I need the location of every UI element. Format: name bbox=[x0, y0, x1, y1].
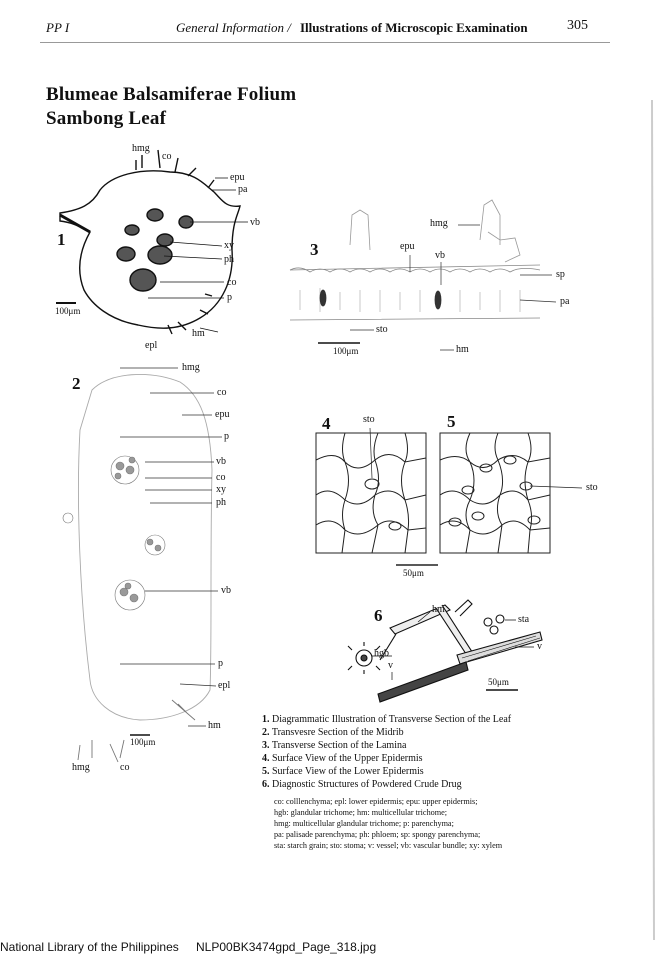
fig1-vascular-bundle bbox=[130, 269, 156, 291]
fig1-scale-label: 100μm bbox=[55, 306, 81, 316]
fig1-label-epl: epl bbox=[145, 340, 158, 351]
fig1-label-hmg: hmg bbox=[132, 143, 150, 154]
fig2-label-hmg-bottom: hmg bbox=[72, 762, 90, 773]
fig3-label-sto: sto bbox=[376, 324, 388, 335]
caption-item: 2. Transvesre Section of the Midrib bbox=[262, 727, 404, 738]
abbreviation-line: hgb: glandular trichome; hm: multicellular trichome; bbox=[274, 808, 448, 817]
fig1-label-vb: vb bbox=[250, 217, 260, 228]
caption-item: 1. Diagrammatic Illustration of Transverse Section of the Leaf bbox=[262, 714, 512, 725]
fig2-label-epl: epl bbox=[218, 680, 231, 691]
header-section: General Information / bbox=[176, 20, 291, 35]
fig1-vascular-bundle bbox=[117, 247, 135, 261]
caption-item: 6. Diagnostic Structures of Powdered Crude Drug bbox=[262, 779, 462, 790]
fig2-label-ph: ph bbox=[216, 497, 226, 508]
fig1-vascular-bundle bbox=[157, 234, 173, 246]
fig1-vascular-bundle bbox=[147, 209, 163, 221]
footer-filename: NLP00BK3474gpd_Page_318.jpg bbox=[196, 940, 377, 954]
fig6-number: 6 bbox=[374, 606, 383, 625]
monograph-title-latin: Blumeae Balsamiferae Folium bbox=[46, 84, 297, 105]
fig2-scale-label: 100μm bbox=[130, 737, 156, 747]
fig6-starch-grain bbox=[484, 618, 492, 626]
fig3-label-hmg: hmg bbox=[430, 218, 448, 229]
fig6-scale-label: 50μm bbox=[488, 677, 509, 687]
fig6-label-hgb: hgb bbox=[374, 648, 389, 659]
footer-library: National Library of the Philippines bbox=[0, 940, 179, 954]
fig5-label-sto: sto bbox=[586, 482, 598, 493]
fig1-label-co: co bbox=[227, 277, 237, 288]
fig3-scale-label: 100μm bbox=[333, 346, 359, 356]
fig5-stoma bbox=[504, 456, 516, 464]
fig6-label-sta: sta bbox=[518, 614, 530, 625]
fig45-scale-label: 50μm bbox=[403, 568, 424, 578]
fig6-label-hm: hm bbox=[432, 604, 445, 615]
figure-captions bbox=[262, 713, 602, 791]
fig2-label-co1: co bbox=[217, 387, 227, 398]
fig1-vascular-bundle bbox=[125, 225, 139, 235]
fig3-label-pa: pa bbox=[560, 296, 570, 307]
fig2-label-p1: p bbox=[224, 431, 229, 442]
fig5-stoma bbox=[462, 486, 474, 494]
fig6-label-v1: v bbox=[388, 660, 393, 671]
fig2-label-vb2: vb bbox=[221, 585, 231, 596]
fig2-label-xy: xy bbox=[216, 484, 226, 495]
fig2-number: 2 bbox=[72, 374, 81, 393]
fig5-stoma bbox=[528, 516, 540, 524]
fig6-label-v2: v bbox=[537, 641, 542, 652]
fig4-label-sto: sto bbox=[363, 414, 375, 425]
fig6-starch-grain bbox=[490, 626, 498, 634]
fig6-starch-grain bbox=[496, 615, 504, 623]
abbreviation-line: hmg: multicellular glandular trichome; p: parenchyma; bbox=[274, 819, 454, 828]
fig4-stoma bbox=[389, 522, 401, 530]
fig1-label-epu: epu bbox=[230, 172, 245, 183]
fig4-stoma bbox=[365, 479, 379, 489]
fig2-label-hmg: hmg bbox=[182, 362, 200, 373]
abbreviation-line: co: colllenchyma; epl: lower epidermis; epu: upper epidermis; bbox=[274, 797, 478, 806]
fig4-number: 4 bbox=[322, 414, 331, 433]
fig2-label-co2: co bbox=[216, 472, 226, 483]
fig2-label-vb1: vb bbox=[216, 456, 226, 467]
fig1-number: 1 bbox=[57, 230, 66, 249]
abbreviation-line: sta: starch grain; sto: stoma; v: vessel; vb: vascular bundle; xy: xylem bbox=[274, 841, 503, 850]
fig1-vascular-bundle bbox=[148, 246, 172, 264]
fig2-label-p2: p bbox=[218, 658, 223, 669]
fig1-label-co-top: co bbox=[162, 151, 172, 162]
caption-item: 4. Surface View of the Upper Epidermis bbox=[262, 753, 423, 764]
fig1-label-pa: pa bbox=[238, 184, 248, 195]
monograph-title-common: Sambong Leaf bbox=[46, 108, 167, 129]
abbreviation-legend bbox=[274, 796, 604, 851]
fig3-label-sp: sp bbox=[556, 269, 565, 280]
fig1-label-p: p bbox=[227, 292, 232, 303]
fig5-stoma bbox=[472, 512, 484, 520]
header-left-mark: PP I bbox=[46, 20, 70, 35]
caption-item: 3. Transverse Section of the Lamina bbox=[262, 740, 407, 751]
fig1-label-hm: hm bbox=[192, 328, 205, 339]
fig1-label-ph: ph bbox=[224, 254, 234, 265]
fig2-label-hm: hm bbox=[208, 720, 221, 731]
fig2-label-epu: epu bbox=[215, 409, 230, 420]
page-number: 305 bbox=[567, 18, 588, 33]
caption-item: 5. Surface View of the Lower Epidermis bbox=[262, 766, 424, 777]
fig3-label-epu: epu bbox=[400, 241, 415, 252]
abbreviation-line: pa: palisade parenchyma; ph: phloem; sp: spongy parenchyma; bbox=[274, 830, 481, 839]
fig5-number: 5 bbox=[447, 412, 456, 431]
fig3-label-vb: vb bbox=[435, 250, 445, 261]
fig1-label-xy: xy bbox=[224, 240, 234, 251]
fig2-label-co-bottom: co bbox=[120, 762, 130, 773]
fig3-label-hm: hm bbox=[456, 344, 469, 355]
fig3-number: 3 bbox=[310, 240, 319, 259]
header-chapter: Illustrations of Microscopic Examination bbox=[300, 20, 528, 35]
